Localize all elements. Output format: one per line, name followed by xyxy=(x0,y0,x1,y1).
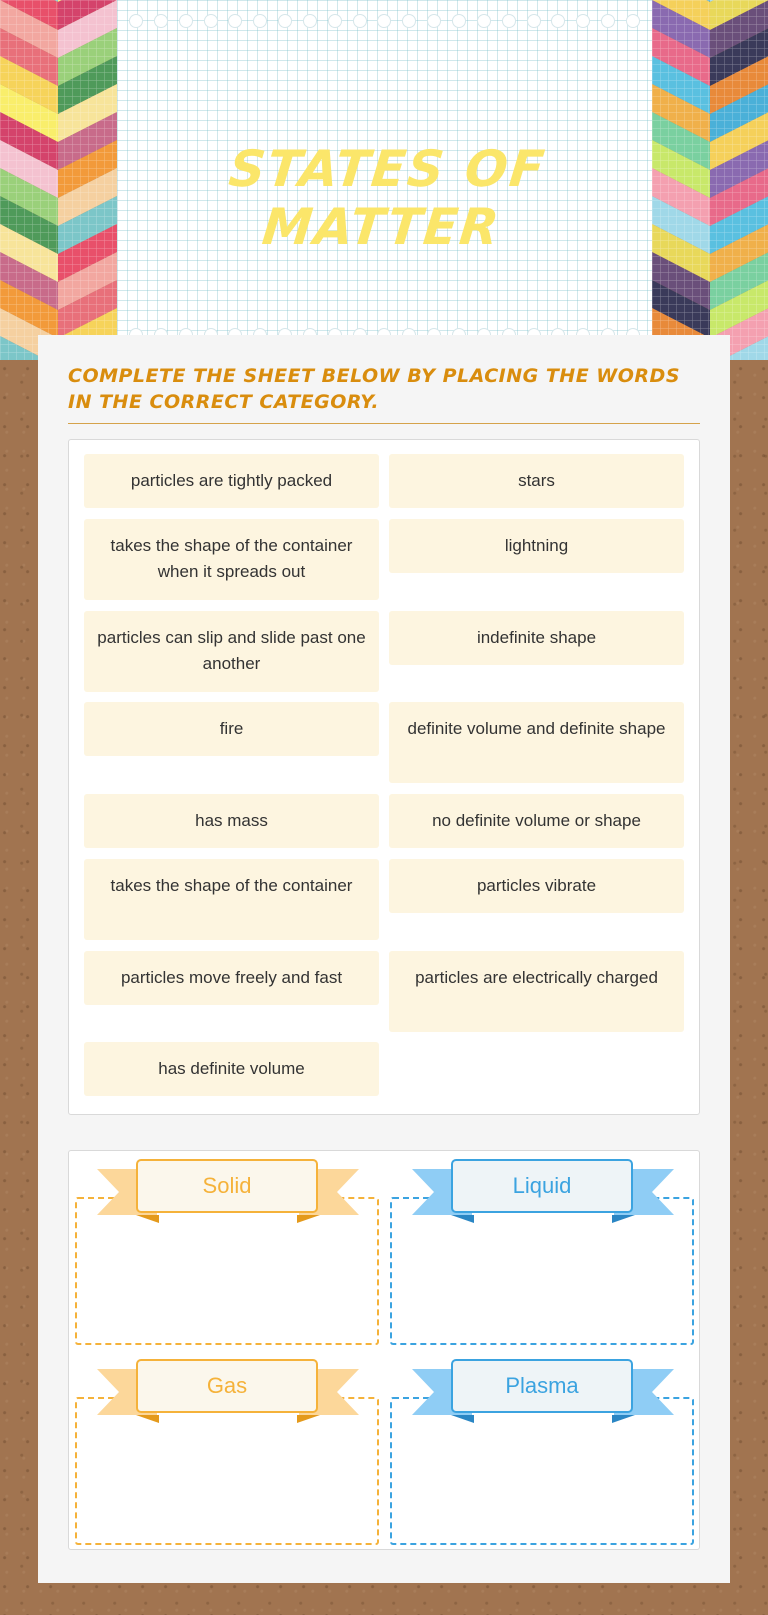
chevron-pattern-left xyxy=(0,0,117,360)
worksheet-card xyxy=(38,335,730,1583)
draggable-word[interactable]: fire xyxy=(84,702,379,756)
draggable-word[interactable]: takes the shape of the container xyxy=(84,859,379,940)
punch-holes-top xyxy=(129,14,640,28)
word-bank xyxy=(68,439,700,1115)
draggable-word[interactable]: particles are electrically charged xyxy=(389,951,684,1032)
category-solid xyxy=(69,1151,375,1351)
chevron-pattern-right xyxy=(652,0,768,360)
draggable-word[interactable]: has mass xyxy=(84,794,379,848)
draggable-word[interactable]: particles vibrate xyxy=(389,859,684,913)
category-liquid xyxy=(384,1151,690,1351)
header-banner xyxy=(0,0,768,360)
category-gas xyxy=(69,1351,375,1551)
draggable-word[interactable]: takes the shape of the container when it spreads out xyxy=(84,519,379,600)
category-plasma xyxy=(384,1351,690,1551)
category-label-liquid: Liquid xyxy=(451,1159,633,1213)
draggable-word[interactable]: lightning xyxy=(389,519,684,573)
draggable-word[interactable]: indefinite shape xyxy=(389,611,684,665)
draggable-word[interactable]: definite volume and definite shape xyxy=(389,702,684,783)
category-label-gas: Gas xyxy=(136,1359,318,1413)
category-label-solid: Solid xyxy=(136,1159,318,1213)
draggable-word[interactable]: particles can slip and slide past one another xyxy=(84,611,379,692)
page-title: STATES OF MATTER xyxy=(226,140,549,256)
instructions-text: COMPLETE THE SHEET BELOW BY PLACING THE WORDS IN THE CORRECT CATEGORY. xyxy=(68,363,700,424)
draggable-word[interactable]: particles are tightly packed xyxy=(84,454,379,508)
category-area xyxy=(68,1150,700,1550)
draggable-word[interactable]: has definite volume xyxy=(84,1042,379,1096)
draggable-word[interactable]: no definite volume or shape xyxy=(389,794,684,848)
draggable-word[interactable]: particles move freely and fast xyxy=(84,951,379,1005)
category-label-plasma: Plasma xyxy=(451,1359,633,1413)
draggable-word[interactable]: stars xyxy=(389,454,684,508)
